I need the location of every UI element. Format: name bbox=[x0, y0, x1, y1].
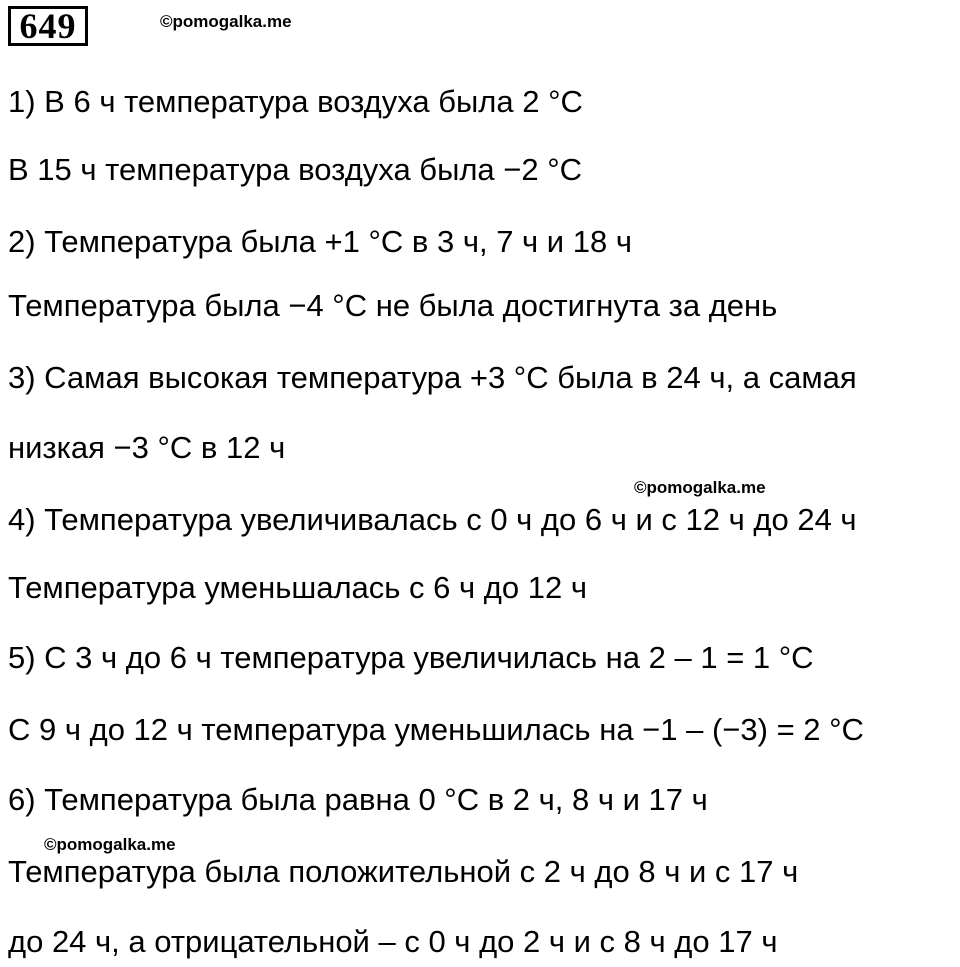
watermark: ©pomogalka.me bbox=[160, 12, 292, 31]
watermark: ©pomogalka.me bbox=[634, 478, 766, 497]
answer-line: Температура уменьшалась с 6 ч до 12 ч bbox=[8, 570, 587, 605]
watermark: ©pomogalka.me bbox=[44, 835, 176, 854]
answer-line: Температура была −4 °С не была достигнута за день bbox=[8, 288, 778, 323]
answer-line: 2) Температура была +1 °С в 3 ч, 7 ч и 18 ч bbox=[8, 224, 632, 259]
answer-line: 5) С 3 ч до 6 ч температура увеличилась на 2 – 1 = 1 °С bbox=[8, 640, 814, 675]
answer-line: 1) В 6 ч температура воздуха была 2 °С bbox=[8, 84, 583, 119]
answer-line: низкая −3 °С в 12 ч bbox=[8, 430, 286, 465]
answer-line: 4) Температура увеличивалась с 0 ч до 6 ч и с 12 ч до 24 ч bbox=[8, 502, 857, 537]
problem-number-box: 649 bbox=[8, 6, 88, 46]
answer-line: 6) Температура была равна 0 °С в 2 ч, 8 ч и 17 ч bbox=[8, 782, 708, 817]
answer-line: В 15 ч температура воздуха была −2 °С bbox=[8, 152, 583, 187]
answer-line: С 9 ч до 12 ч температура уменьшилась на −1 – (−3) = 2 °С bbox=[8, 712, 864, 747]
answer-line: до 24 ч, а отрицательной – с 0 ч до 2 ч и с 8 ч до 17 ч bbox=[8, 924, 778, 959]
answer-line: 3) Самая высокая температура +3 °С была в 24 ч, а самая bbox=[8, 360, 857, 395]
answer-line: Температура была положительной с 2 ч до 8 ч и с 17 ч bbox=[8, 854, 799, 889]
